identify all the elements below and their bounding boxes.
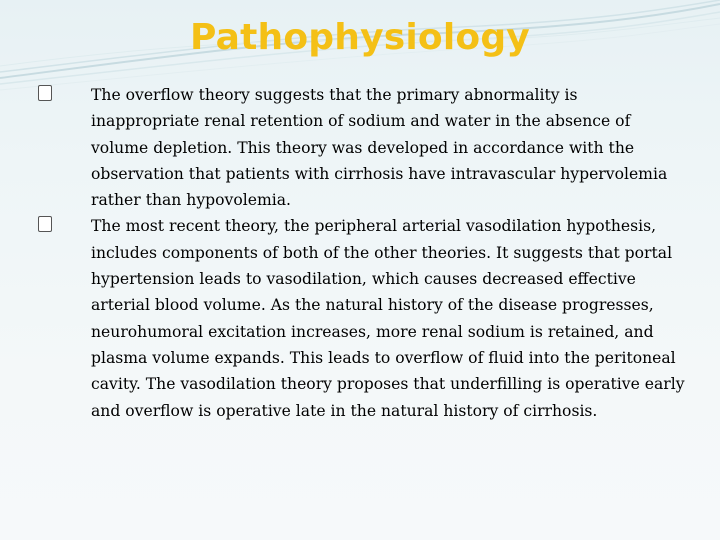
bullet-list xyxy=(38,82,688,424)
bullet-item xyxy=(38,213,688,423)
bullet-item xyxy=(38,82,688,213)
checkbox-bullet-icon xyxy=(38,85,52,101)
bullet-text: The overflow theory suggests that the primary abnormality is inappropriate renal retention of sodium and water in the absence of volume depletion. This theory was developed in accordance with the observation that patients with cirrhosis have intravascular hypervolemia rather than hypovolemia. xyxy=(91,86,668,210)
slide-title: Pathophysiology xyxy=(190,17,530,58)
checkbox-bullet-icon xyxy=(38,216,52,232)
bullet-text: The most recent theory, the peripheral arterial vasodilation hypothesis, includes components of both of the other theories. It suggests that portal hypertension leads to vasodilation, which causes decreased effective arterial blood volume. As the natural history of the disease progresses, neurohumoral excitation increases, more renal sodium is retained, and plasma volume expands. This leads to overflow of fluid into the peritoneal cavity. The vasodilation theory proposes that underfilling is operative early and overflow is operative late in the natural history of cirrhosis. xyxy=(91,217,685,420)
